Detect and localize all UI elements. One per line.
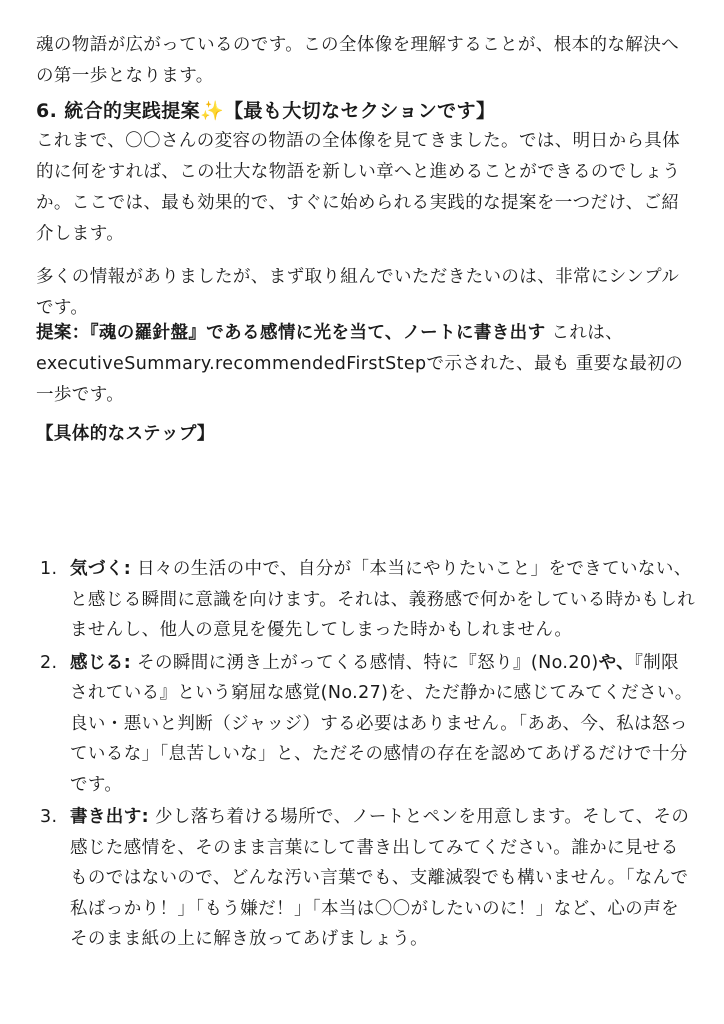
section-heading: [36, 96, 696, 126]
section-paragraph-2: 多くの情報がありましたが、まず取り組んでいただきたいのは、非常にシンプルです。: [36, 267, 680, 318]
step-number: 1.: [40, 559, 58, 579]
step-connector: や、: [598, 652, 635, 673]
step-text: その瞬間に湧き上がってくる感情、特に『怒り』(No.20): [131, 652, 599, 673]
step-title: 書き出す:: [70, 807, 149, 827]
step-title: 気づく:: [70, 559, 132, 579]
list-item: [36, 554, 696, 646]
section-heading-text: 6. 統合的実践提案: [36, 100, 201, 122]
step-title: 感じる:: [70, 652, 132, 673]
section-heading-suffix: 【最も大切なセクションです】: [224, 100, 496, 122]
step-number: 3.: [40, 807, 58, 827]
section-paragraph-1: これまで、〇〇さんの変容の物語の全体像を見てきました。では、明日から具体的に何をすれば、この壮大な物語を新しい章へと進めることができるのでしょうか。ここでは、最も効果的で、すぐに始められる実践的な提案を一つだけ、ご紹介します。: [36, 131, 681, 244]
proposal-description: これは、executiveSummary.recommendedFirstStepで示された、最も 重要な最初の一歩です。: [36, 323, 684, 405]
step-text-continued: 『制限されている』という窮屈な感覚(No.27)を、ただ静かに感じてみてください。良い・悪いと判断（ジャッジ）する必要はありません。「ああ、今、私は怒っているな」「息苦しいな」と、ただその感情の存在を認めてあげるだけで十分です。: [70, 652, 693, 795]
intro-paragraph: 魂の物語が広がっているのです。この全体像を理解することが、根本的な解決への第一歩となります。: [36, 35, 679, 86]
steps-heading: 【具体的なステップ】: [36, 424, 215, 444]
list-item: [36, 648, 696, 801]
proposal-title: 提案：『魂の羅針盤』である感情に光を当て、ノートに書き出す: [36, 323, 546, 343]
step-text: 少し落ち着ける場所で、ノートとペンを用意します。そして、その感じた感情を、そのまま言葉にして書き出してみてください。誰かに見せるものではないので、どんな汚い言葉でも、支離滅裂でも構いません。「なんで私ばっかり！」「もう嫌だ！」「本当は〇〇がしたいのに！」など、心の声をそのまま紙の上に解き放ってあげましょう。: [70, 807, 690, 949]
list-item: [36, 802, 696, 955]
steps-list: [36, 554, 696, 955]
proposal-paragraph: [36, 318, 696, 411]
sparkle-icon: ✨: [200, 100, 225, 122]
step-text: 日々の生活の中で、自分が「本当にやりたいこと」をできていない、と感じる瞬間に意識を向けます。それは、義務感で何かをしている時かもしれませんし、他人の意見を優先してしまった時かもしれません。: [70, 559, 696, 640]
step-number: 2.: [40, 652, 58, 673]
